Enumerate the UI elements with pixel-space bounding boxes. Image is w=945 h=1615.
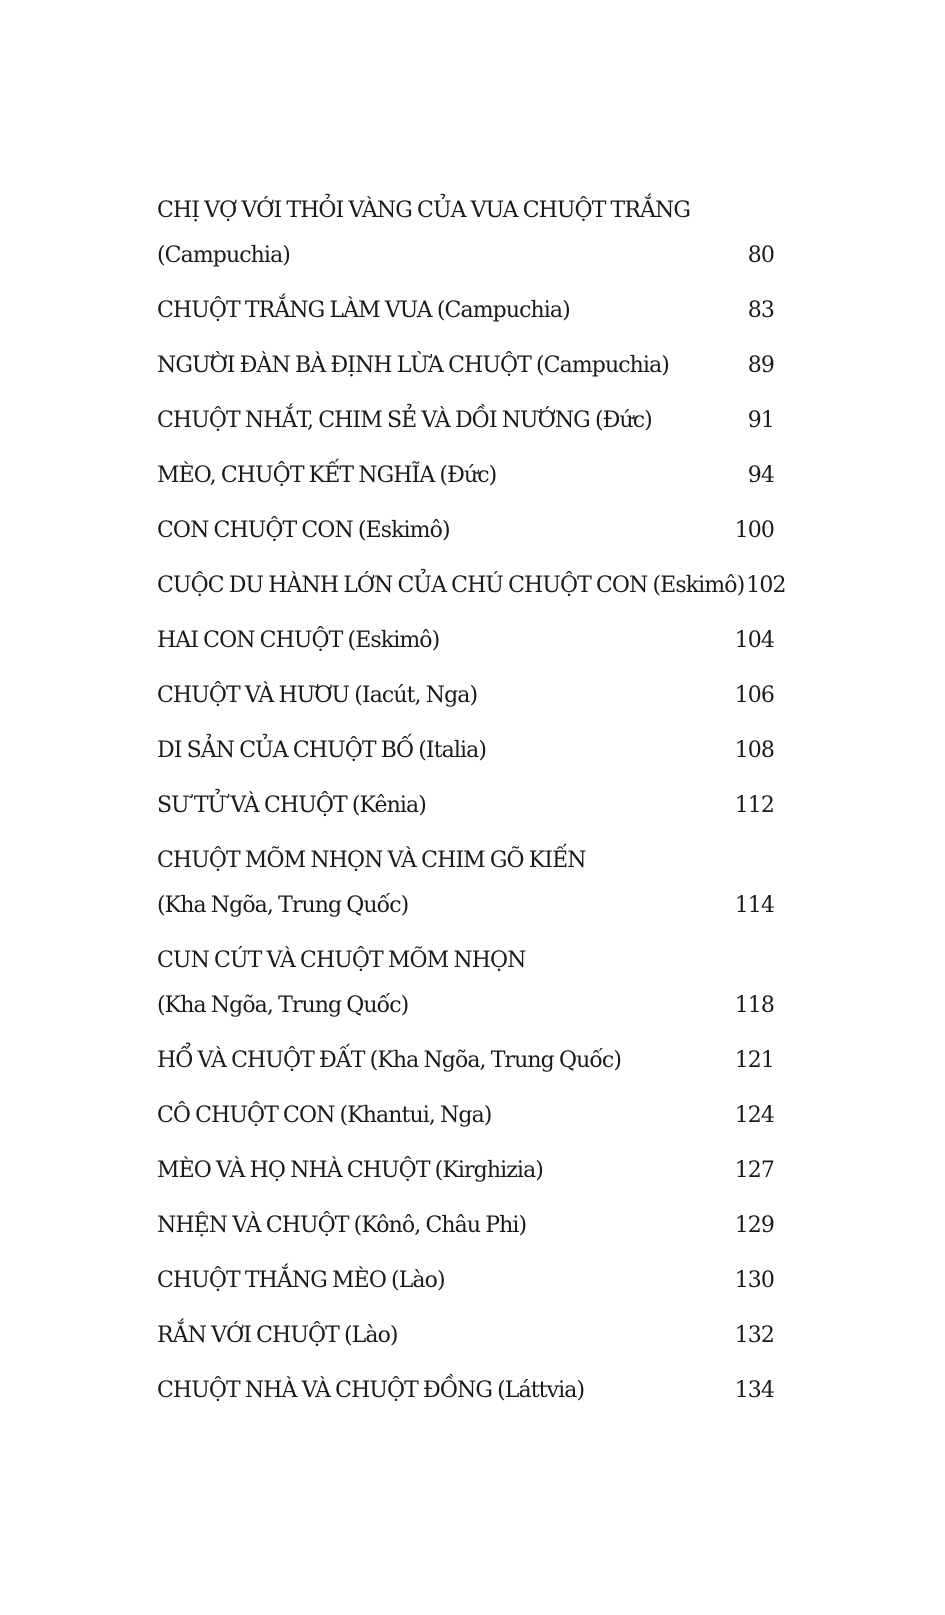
toc-entry-page: 89: [747, 353, 774, 378]
toc-entry-page: 106: [734, 683, 774, 708]
toc-entry: [157, 1263, 774, 1318]
toc-entry-title: HAI CON CHUỘT (Eskimô): [157, 628, 440, 653]
toc-entry-title: RẮN VỚI CHUỘT (Lào): [157, 1323, 398, 1348]
toc-entry-page: 100: [734, 518, 774, 543]
toc-entry-title: MÈO VÀ HỌ NHÀ CHUỘT (Kirghizia): [157, 1158, 543, 1183]
toc-entry-page: 121: [734, 1048, 774, 1073]
toc-entry: [157, 513, 774, 568]
toc-entry: [157, 733, 774, 788]
toc-entry-title: CÔ CHUỘT CON (Khantui, Nga): [157, 1103, 492, 1128]
toc-entry: [157, 1208, 774, 1263]
toc-entry: [157, 788, 774, 843]
toc-entry: [157, 1373, 774, 1428]
toc-entry: [157, 293, 774, 348]
toc-entry-page: 112: [734, 793, 774, 818]
toc-entry: [157, 678, 774, 733]
toc-entry-page: 114: [734, 893, 774, 918]
toc-entry: [157, 623, 774, 678]
toc-entry-title: CHUỘT MÕM NHỌN VÀ CHIM GÕ KIẾN: [157, 848, 586, 873]
toc-entry-title: CON CHUỘT CON (Eskimô): [157, 518, 450, 543]
toc-entry-title: HỔ VÀ CHUỘT ĐẤT (Kha Ngõa, Trung Quốc): [157, 1048, 622, 1073]
toc-entry: [157, 193, 774, 293]
toc-entry-page: 91: [747, 408, 774, 433]
toc-entry: [157, 1318, 774, 1373]
toc-entry-page: 118: [734, 993, 774, 1018]
toc-entry-page: 127: [734, 1158, 774, 1183]
toc-entry-subtitle: (Kha Ngõa, Trung Quốc): [157, 893, 409, 918]
toc-entry-page: 94: [747, 463, 774, 488]
toc-entry-page: 83: [747, 298, 774, 323]
table-of-contents: [157, 193, 786, 1428]
toc-entry-page: 129: [734, 1213, 774, 1238]
toc-entry-title: CHUỘT VÀ HƯƠU (Iacút, Nga): [157, 683, 478, 708]
toc-entry-title: SƯ TỬ VÀ CHUỘT (Kênia): [157, 793, 426, 818]
toc-entry-page: 132: [734, 1323, 774, 1348]
toc-entry-title: CHUỘT TRẮNG LÀM VUA (Campuchia): [157, 298, 570, 323]
toc-entry-title: CHUỘT THẮNG MÈO (Lào): [157, 1268, 445, 1293]
toc-entry-subtitle: (Kha Ngõa, Trung Quốc): [157, 993, 409, 1018]
toc-entry-title: CHUỘT NHẮT, CHIM SẺ VÀ DỒI NƯỚNG (Đức): [157, 408, 652, 433]
toc-entry-title: CUN CÚT VÀ CHUỘT MÕM NHỌN: [157, 948, 526, 973]
toc-entry-page: 104: [734, 628, 774, 653]
toc-entry: [157, 1153, 774, 1208]
toc-entry-page: 134: [734, 1378, 774, 1403]
toc-entry-title: CHỊ VỢ VỚI THỎI VÀNG CỦA VUA CHUỘT TRẮNG: [157, 198, 691, 223]
toc-entry-title: NHỆN VÀ CHUỘT (Kônô, Châu Phi): [157, 1213, 527, 1238]
toc-entry-page: 102: [746, 573, 786, 598]
toc-entry-page: 108: [734, 738, 774, 763]
toc-entry-title: CUỘC DU HÀNH LỚN CỦA CHÚ CHUỘT CON (Eskimô): [157, 573, 745, 598]
toc-entry-title: NGƯỜI ĐÀN BÀ ĐỊNH LỪA CHUỘT (Campuchia): [157, 353, 669, 378]
toc-entry: [157, 943, 774, 1043]
toc-entry-page: 124: [734, 1103, 774, 1128]
toc-entry: [157, 348, 774, 403]
toc-entry-title: MÈO, CHUỘT KẾT NGHĨA (Đức): [157, 463, 497, 488]
toc-entry-title: CHUỘT NHÀ VÀ CHUỘT ĐỒNG (Láttvia): [157, 1378, 585, 1403]
toc-entry: [157, 403, 774, 458]
toc-entry-page: 80: [747, 243, 774, 268]
toc-entry: [157, 1043, 774, 1098]
toc-entry-subtitle: (Campuchia): [157, 243, 290, 268]
toc-entry: [157, 1098, 774, 1153]
toc-entry: [157, 568, 786, 623]
toc-entry: [157, 458, 774, 513]
toc-entry-title: DI SẢN CỦA CHUỘT BỐ (Italia): [157, 738, 487, 763]
toc-entry-page: 130: [734, 1268, 774, 1293]
toc-entry: [157, 843, 774, 943]
